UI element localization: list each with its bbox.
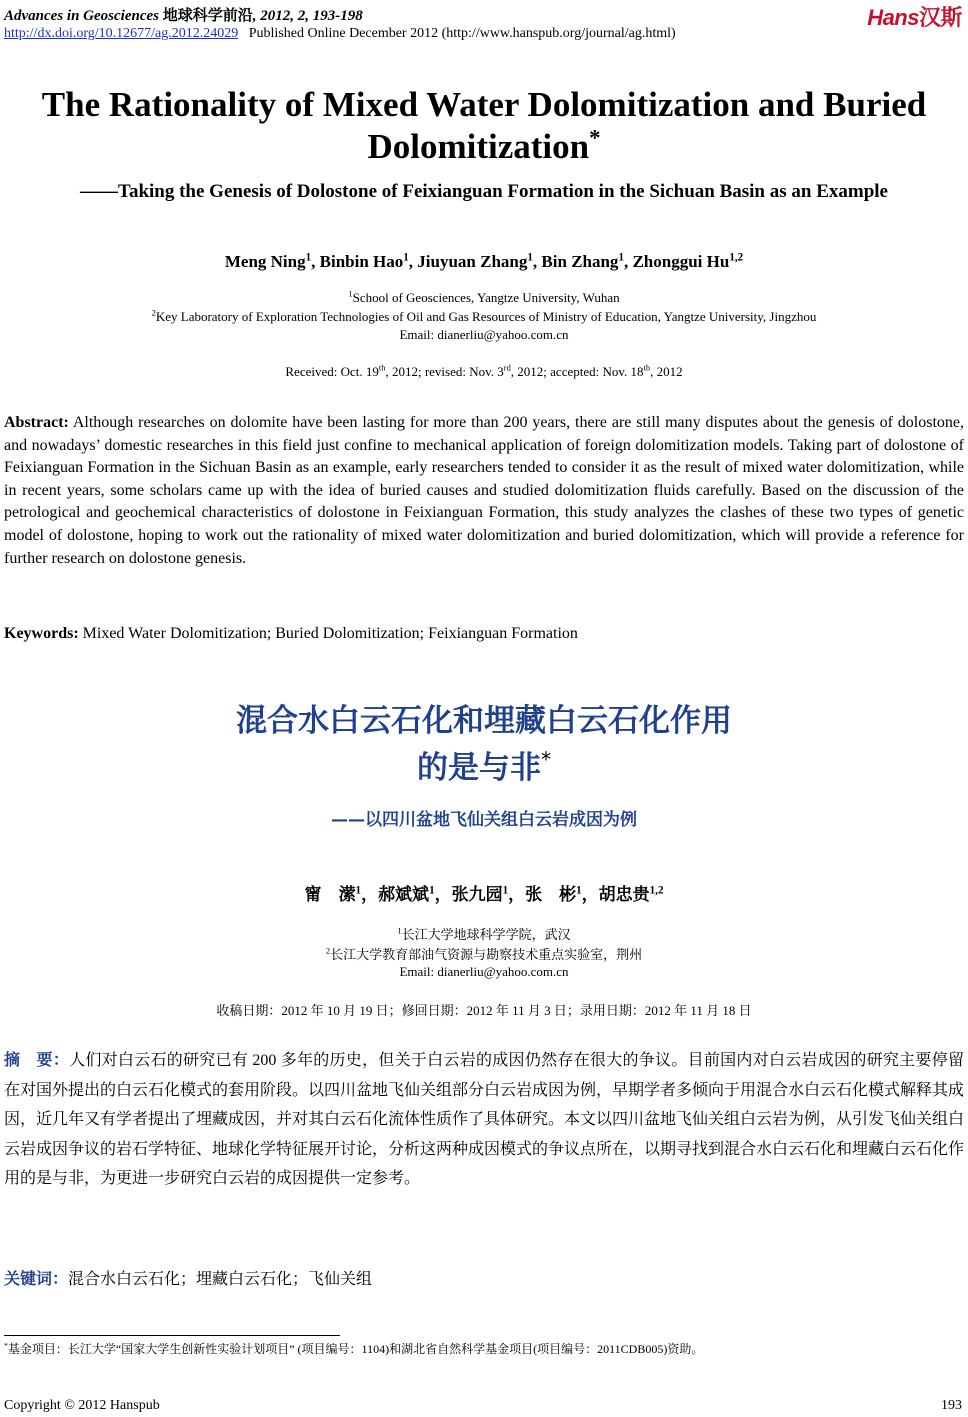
doi-link[interactable]: http://dx.doi.org/10.12677/ag.2012.24029 — [4, 26, 239, 41]
author: Jiuyuan Zhang$^1$, — [417, 251, 542, 271]
author-cn: 胡忠贵$^{1,2}$ — [598, 884, 664, 904]
keywords-cn-text: 混合水白云石化；埋藏白云石化；飞仙关组 — [68, 1271, 373, 1288]
doi-line — [4, 26, 676, 42]
keywords-cn-label: 关键词： — [4, 1269, 69, 1288]
funding-footnote: *基金项目：长江大学“国家大学生创新性实验计划项目” (项目编号：1104)和湖北省自然科学基金项目(项目编号：2011CDB005)资助。 — [4, 1341, 704, 1356]
abstract-label: Abstract: — [4, 414, 69, 431]
title-en-line1: The Rationality of Mixed Water Dolomitization and Buried — [41, 85, 927, 124]
keywords-label: Keywords: — [4, 625, 79, 642]
abstract-en — [4, 412, 964, 570]
journal-name-cn: 地球科学前沿 — [162, 8, 253, 24]
paper-title-cn — [0, 698, 968, 792]
page-number: 193 — [941, 1398, 962, 1413]
dates-en: Received: Oct. 19th, 2012; revised: Nov. 3rd, 2012; accepted: Nov. 18th, 2012 — [285, 362, 683, 379]
keywords-cn — [4, 1266, 372, 1289]
abstract-cn-text: 人们对白云石的研究已有 200 多年的历史，但关于白云岩的成因仍然存在很大的争议。目前国内对白云岩成因的研究主要停留在对国外提出的白云石化模式的套用阶段。以四川盆地飞仙关组部分白云岩成因为例，早期学者多倾向于用混合水白云石化模式解释其成因，近几年又有学者提出了埋藏成因，并对其白云石化流体性质作了具体研究。本文以四川盆地飞仙关组白云岩为例，从引发飞仙关组白云岩成因争议的岩石学特征、地球化学特征展开讨论，分析这两种成因模式的争议点所在，以期寻找到混合水白云石化和埋藏白云石化作用的是与非，为更进一步研究白云岩的成因提供一定参考。 — [4, 1052, 965, 1187]
subtitle-cn: ——以四川盆地飞仙关组白云岩成因为例 — [331, 810, 637, 830]
author: Zhonggui Hu$^{1,2}$ — [632, 251, 744, 271]
author-cn: 甯 潆$^1$， — [304, 884, 379, 904]
keywords-en — [4, 625, 578, 643]
affiliation-en-2: $^2$Key Laboratory of Exploration Technologies of Oil and Gas Resources of Ministry of Education, Yangtze University, Jingzhou — [151, 307, 817, 324]
author-cn: 郝斌斌$^1$， — [378, 884, 452, 904]
logo-cn: 汉斯 — [918, 5, 962, 30]
abstract-cn-label: 摘 要： — [4, 1050, 70, 1069]
title-cn-line1: 混合水白云石化和埋藏白云石化作用 — [236, 703, 732, 739]
copyright: Copyright © 2012 Hanspub — [4, 1398, 160, 1413]
affiliation-cn-2: $^2$长江大学教育部油气资源与勘察技术重点实验室，荆州 — [325, 945, 643, 962]
journal-header — [4, 4, 363, 25]
hans-logo — [867, 1, 962, 32]
email-cn: Email: dianerliu@yahoo.com.cn — [399, 964, 569, 979]
author: Binbin Hao$^1$, — [319, 251, 418, 271]
author: Meng Ning$^1$, — [224, 251, 320, 271]
email-en: Email: dianerliu@yahoo.com.cn — [399, 327, 569, 342]
abstract-cn — [4, 1045, 964, 1194]
title-footnote-star: * — [589, 125, 601, 151]
authors-en — [0, 252, 968, 272]
paper-title-en — [0, 84, 968, 168]
journal-name: Advances in Geosciences — [4, 8, 159, 24]
author: Bin Zhang$^1$, — [541, 251, 633, 271]
dates-cn: 收稿日期：2012 年 10 月 19 日；修回日期：2012 年 11 月 3 日；录用日期：2012 年 11 月 18 日 — [216, 1003, 752, 1018]
abstract-text: Although researches on dolomite have been lasting for more than 200 years, there are still many disputes about the genesis of dolostone, and nowadays’ domestic researches in this field just confine to mechanical application of foreign dolomitization models. Taking part of dolostone of Feixianguan Formation in the Sichuan Basin as an example, early researchers tended to consider it as the result of mixed water dolomitization, while in recent years, some scholars came up with the idea of buried causes and studied dolomitization fluids carefully. Based on the discussion of the petrological and geochemical characteristics of dolostone in Feixianguan Formation, this study analyzes the clashes of these two types of genetic model of dolostone, hoping to work out the rationality of mixed water dolomitization and buried dolomitization, which will provide a reference for further research on dolostone genesis. — [4, 414, 964, 567]
author-cn: 张 彬$^1$， — [525, 884, 599, 904]
footnote-divider — [4, 1335, 340, 1336]
authors-cn — [0, 880, 968, 905]
subtitle-en: ——Taking the Genesis of Dolostone of Feixianguan Formation in the Sichuan Basin as an Example — [80, 181, 888, 202]
affiliation-cn-1: $^1$长江大学地球科学学院，武汉 — [397, 925, 571, 942]
keywords-text: Mixed Water Dolomitization; Buried Dolomitization; Feixianguan Formation — [78, 625, 578, 642]
author-cn: 张九园$^1$， — [451, 884, 526, 904]
affiliation-en-1: $^1$School of Geosciences, Yangtze University, Wuhan — [348, 288, 620, 305]
title-cn-line2: 的是与非* — [416, 747, 552, 786]
title-en-line2: Dolomitization* — [367, 125, 601, 166]
logo-en: Hans — [867, 5, 919, 30]
published-online: Published Online December 2012 (http://www.hanspub.org/journal/ag.html) — [248, 26, 676, 41]
journal-issue: , 2012, 2, 193-198 — [252, 8, 363, 24]
